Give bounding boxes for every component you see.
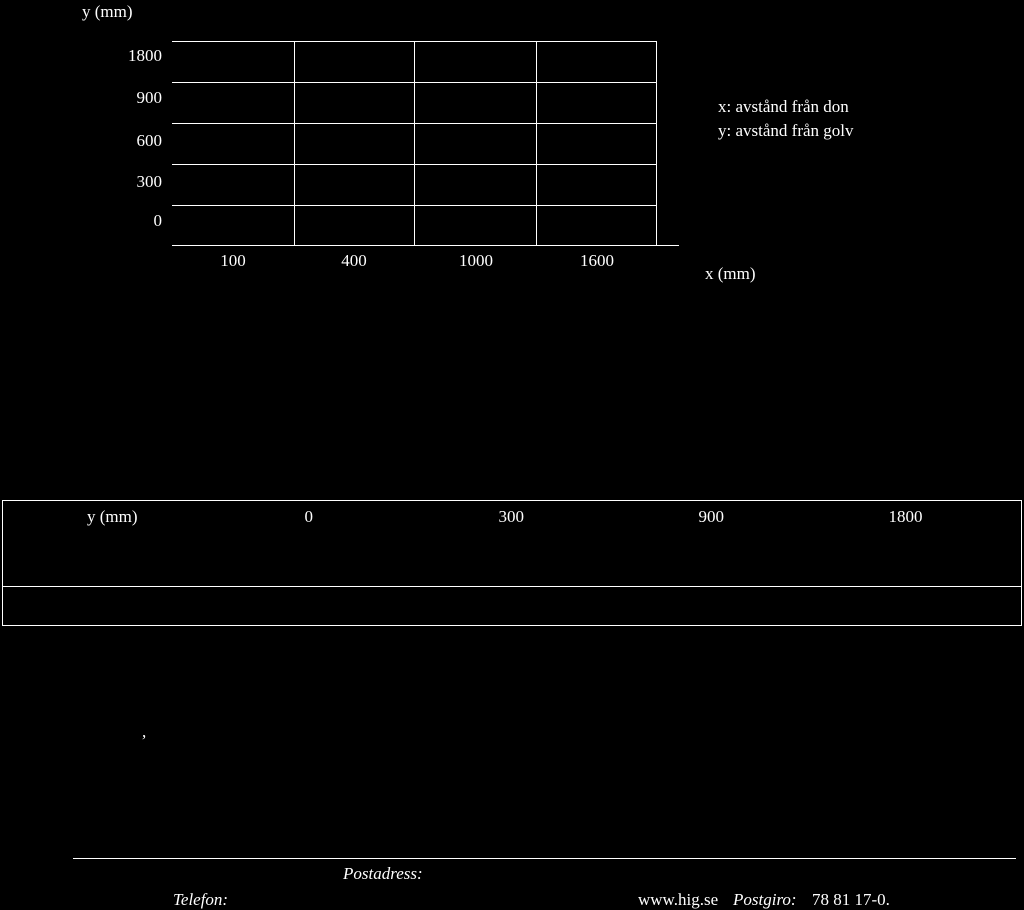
- website-link[interactable]: www.hig.se: [638, 890, 719, 909]
- table-row: [3, 587, 1022, 626]
- y-tick-label: 300: [136, 172, 162, 191]
- legend-y-description: y: avstånd från golv: [718, 121, 854, 140]
- table-header-cell: [683, 501, 873, 587]
- grid-column-line: [294, 41, 295, 245]
- footer-divider: [73, 858, 1016, 859]
- legend-x-description: x: avstånd från don: [718, 97, 849, 116]
- telefon-label: Telefon:: [173, 890, 229, 909]
- x-tick-label: 100: [220, 251, 246, 270]
- table-header-row: [3, 501, 1022, 587]
- y-tick-label: 0: [153, 211, 162, 230]
- table-header-text: y (mm): [87, 507, 138, 526]
- table-header-cell: [3, 501, 293, 587]
- table-header-text: 0: [304, 507, 313, 526]
- x-tick-label: 400: [341, 251, 367, 270]
- x-tick-label: 1000: [459, 251, 493, 270]
- x-tick-label: 1600: [580, 251, 614, 270]
- table-header-text: 1800: [888, 507, 923, 526]
- stray-mark: ,: [142, 722, 147, 741]
- y-tick-label: 600: [136, 131, 162, 150]
- x-axis-line: [172, 245, 679, 246]
- y-tick-label: 900: [136, 88, 162, 107]
- table-header-cell: [873, 501, 1022, 587]
- postgiro-label: Postgiro:: [733, 890, 797, 909]
- table-header-text: 900: [698, 507, 724, 526]
- measurement-table: [2, 500, 1022, 626]
- table-header-text: 300: [498, 507, 524, 526]
- x-axis-unit-label: x (mm): [705, 264, 756, 283]
- y-axis-unit-label: y (mm): [82, 2, 133, 21]
- postgiro-value: 78 81 17-0.: [812, 890, 890, 909]
- grid-column-line: [414, 41, 415, 245]
- grid-column-line: [656, 41, 657, 245]
- table-header-cell: [293, 501, 483, 587]
- table-header-cell: [483, 501, 683, 587]
- postadress-label: Postadress:: [343, 864, 423, 883]
- table-empty-cell: [3, 587, 1022, 626]
- grid-column-line: [536, 41, 537, 245]
- y-tick-label: 1800: [128, 46, 162, 65]
